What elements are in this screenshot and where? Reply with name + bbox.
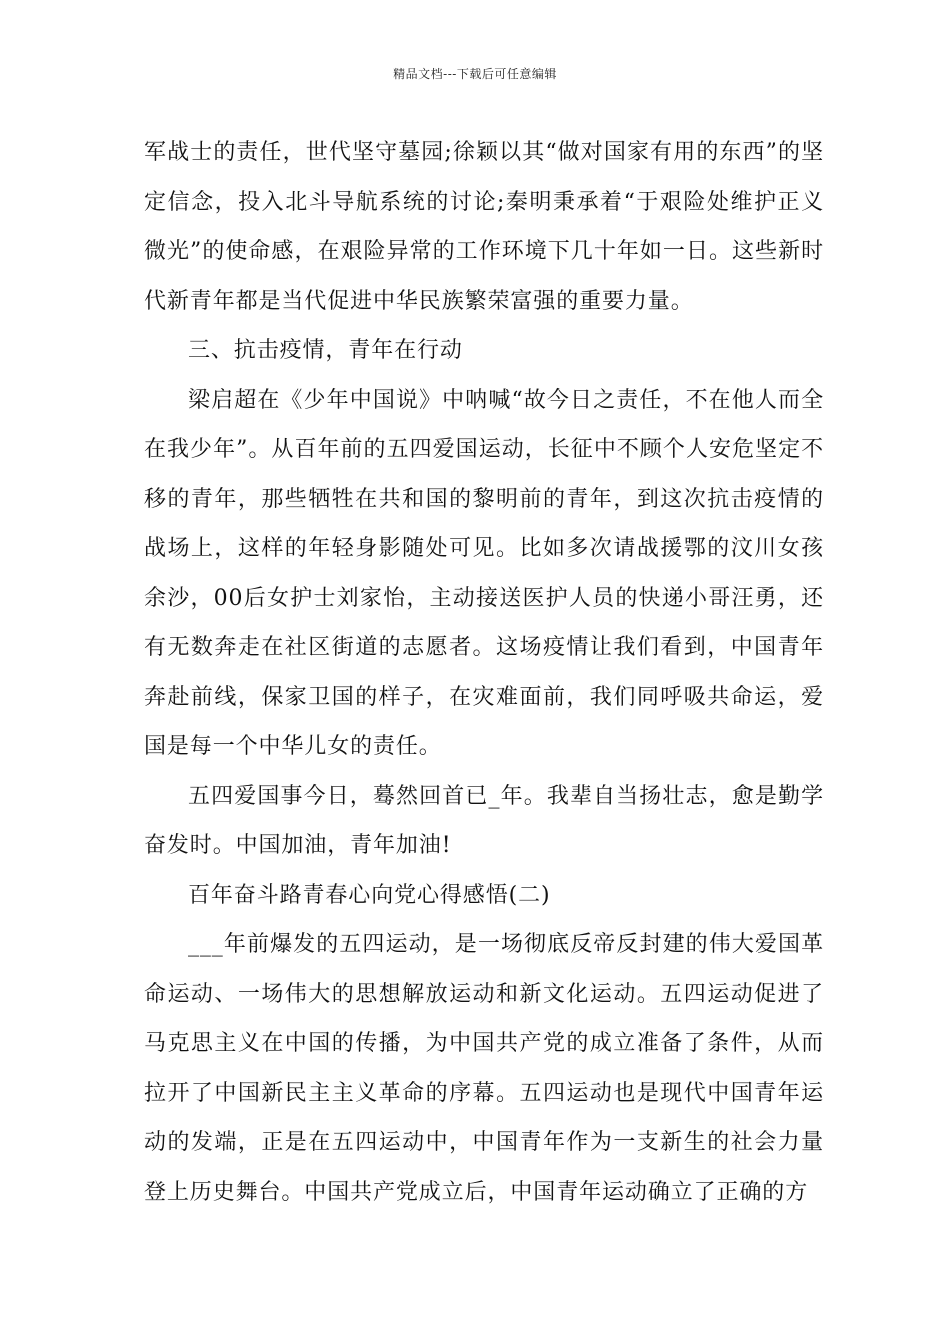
page-header: 精品文档---下载后可任意编辑 (393, 67, 557, 81)
section-heading: 三、抗击疫情，青年在行动 (188, 338, 463, 363)
paragraph-continued: 军战士的责任，世代坚守墓园;徐颖以其“做对国家有用的东西”的坚定信念，投入北斗导航系统的讨论;秦明秉承着“于艰险处维护正义微光”的使命感，在艰险异常的工作环境下几十年如一日。这些新时代新青年都是当代促进中华民族繁荣富强的重要力量。 (144, 140, 824, 314)
article-title: 百年奋斗路青春心向党心得感悟(二) (188, 882, 551, 908)
paragraph: ___年前爆发的五四运动，是一场彻底反帝反封建的伟大爱国革命运动、一场伟大的思想解放运动和新文化运动。五四运动促进了马克思主义在中国的传播，为中国共产党的成立准备了条件，从而拉开了中国新民主主义革命的序幕。五四运动也是现代中国青年运动的发端，正是在五四运动中，中国青年作为一支新生的社会力量登上历史舞台。中国共产党成立后，中国青年运动确立了正确的方 (144, 932, 824, 1205)
document-body (144, 128, 824, 1217)
paragraph: 梁启超在《少年中国说》中呐喊“故今日之责任，不在他人而全在我少年”。从百年前的五四爱国运动，长征中不顾个人安危坚定不移的青年，那些牺牲在共和国的黎明前的青年，到这次抗击疫情的战场上，这样的年轻身影随处可见。比如多次请战援鄂的汶川女孩余沙，00后女护士刘家怡，主动接送医护人员的快递小哥汪勇，还有无数奔走在社区街道的志愿者。这场疫情让我们看到，中国青年奔赴前线，保家卫国的样子，在灾难面前，我们同呼吸共命运，爱国是每一个中华儿女的责任。 (144, 387, 824, 759)
paragraph: 五四爱国事今日，蓦然回首已_年。我辈自当扬壮志，愈是勤学奋发时。中国加油，青年加油! (144, 783, 824, 858)
